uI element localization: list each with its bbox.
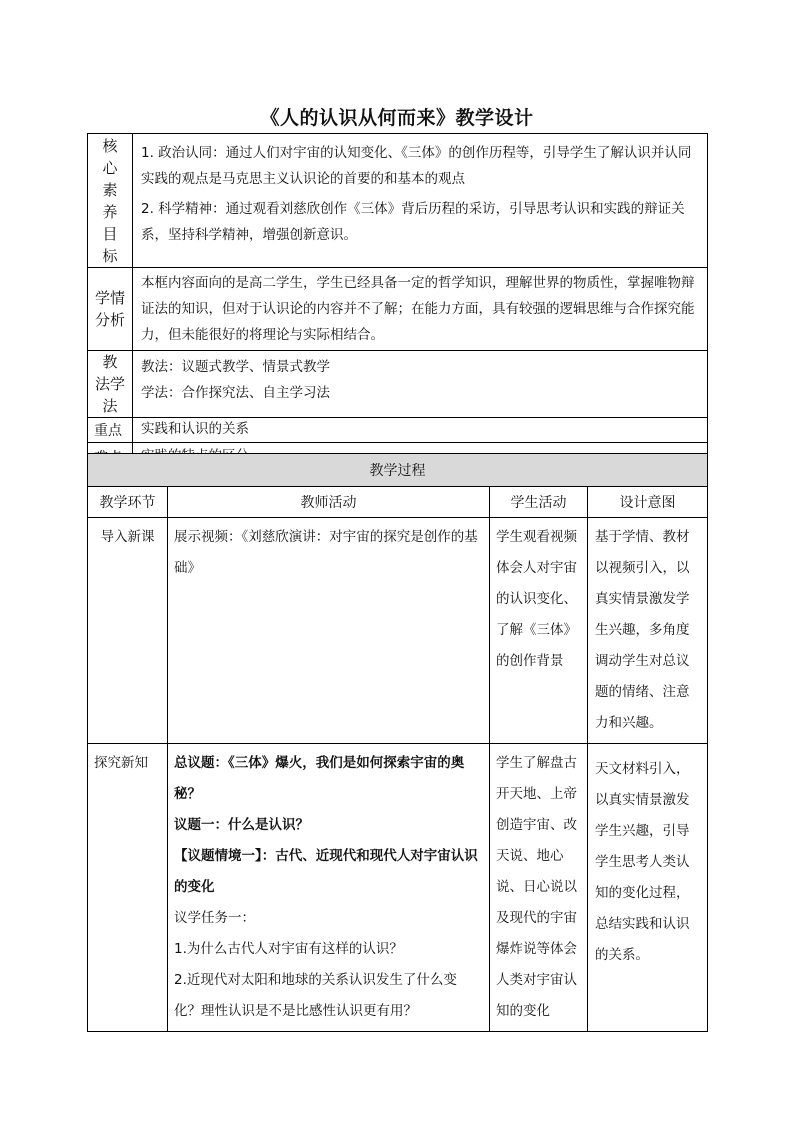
table-row	[88, 518, 708, 744]
design-intent-intro: 基于学情、教材以视频引入，以真实情景激发学生兴趣，多角度调动学生对总议题的情绪、注意力和兴趣。	[588, 518, 708, 744]
student-analysis-row	[88, 268, 708, 351]
design-intent-explore: 天文材料引入，以真实情景激发学生兴趣，引导学生思考人类认知的变化过程，总结实践和认识的关系。	[588, 744, 708, 1032]
key-point-label: 重点	[88, 418, 133, 443]
column-header-teacher: 教师活动	[168, 487, 490, 518]
stage-explore: 探究新知	[88, 744, 168, 1032]
overview-table	[87, 133, 708, 471]
process-header: 教学过程	[88, 454, 708, 487]
core-literacy-label: 核心素养目标	[88, 134, 133, 268]
teacher-activity-intro: 展示视频：《刘慈欣演讲：对宇宙的探究是创作的基础》	[168, 518, 490, 744]
document-title: 《人的认识从何而来》教学设计	[260, 107, 534, 129]
task-one-question-1: 1.为什么古代人对宇宙有这样的认识？	[174, 941, 403, 957]
student-analysis-text: 本框内容面向的是高二学生，学生已经具备一定的哲学知识，理解世界的物质性，掌握唯物辩证法的知识，但对于认识论的内容并不了解；在能力方面，具有较强的逻辑思维与合作探究能力，但未能很好的将理论与实际相结合。	[141, 275, 695, 343]
task-one-label: 议学任务一：	[174, 910, 255, 926]
main-topic: 总议题：《三体》爆火，我们是如何探索宇宙的奥秘？	[174, 755, 465, 802]
task-one-question-2: 2.近现代对太阳和地球的关系认识发生了什么变化？理性认识是不是比感性认识更有用？	[174, 972, 457, 1019]
method-label: 教 法学法	[88, 351, 133, 418]
key-point-text: 实践和认识的关系	[133, 418, 708, 443]
student-activity-explore: 学生了解盘古开天地、上帝创造宇宙、改天说、地心说、日心说以及现代的宇宙爆炸说等体会人类对宇宙认知的变化	[490, 744, 588, 1032]
topic-context-one: 【议题情境一】：古代、近现代和现代人对宇宙认识的变化	[174, 848, 478, 895]
student-activity-intro: 学生观看视频体会人对宇宙的认识变化、了解《三体》的创作背景	[490, 518, 588, 744]
method-row	[88, 351, 708, 418]
student-analysis-label: 学情分析	[88, 268, 133, 351]
teaching-method-text: 教法：议题式教学、情景式教学	[141, 359, 330, 375]
teaching-process-table	[87, 453, 708, 1032]
key-point-row	[88, 418, 708, 443]
column-header-stage: 教学环节	[88, 487, 168, 518]
core-literacy-line-2: 2. 科学精神：通过观看刘慈欣创作《三体》背后历程的采访，引导思考认识和实践的辩证关系，坚持科学精神，增强创新意识。	[141, 201, 685, 243]
column-header-intent: 设计意图	[588, 487, 708, 518]
table-row	[88, 744, 708, 1032]
column-header-row	[88, 487, 708, 518]
core-literacy-row	[88, 134, 708, 268]
learning-method-text: 学法：合作探究法、自主学习法	[141, 385, 330, 401]
core-literacy-line-1: 1. 政治认同：通过人们对宇宙的认知变化、《三体》的创作历程等，引导学生了解认识并认同实践的观点是马克思主义认识论的首要的和基本的观点	[141, 145, 692, 187]
column-header-student: 学生活动	[490, 487, 588, 518]
topic-one: 议题一：什么是认识？	[174, 817, 309, 833]
stage-intro: 导入新课	[88, 518, 168, 744]
